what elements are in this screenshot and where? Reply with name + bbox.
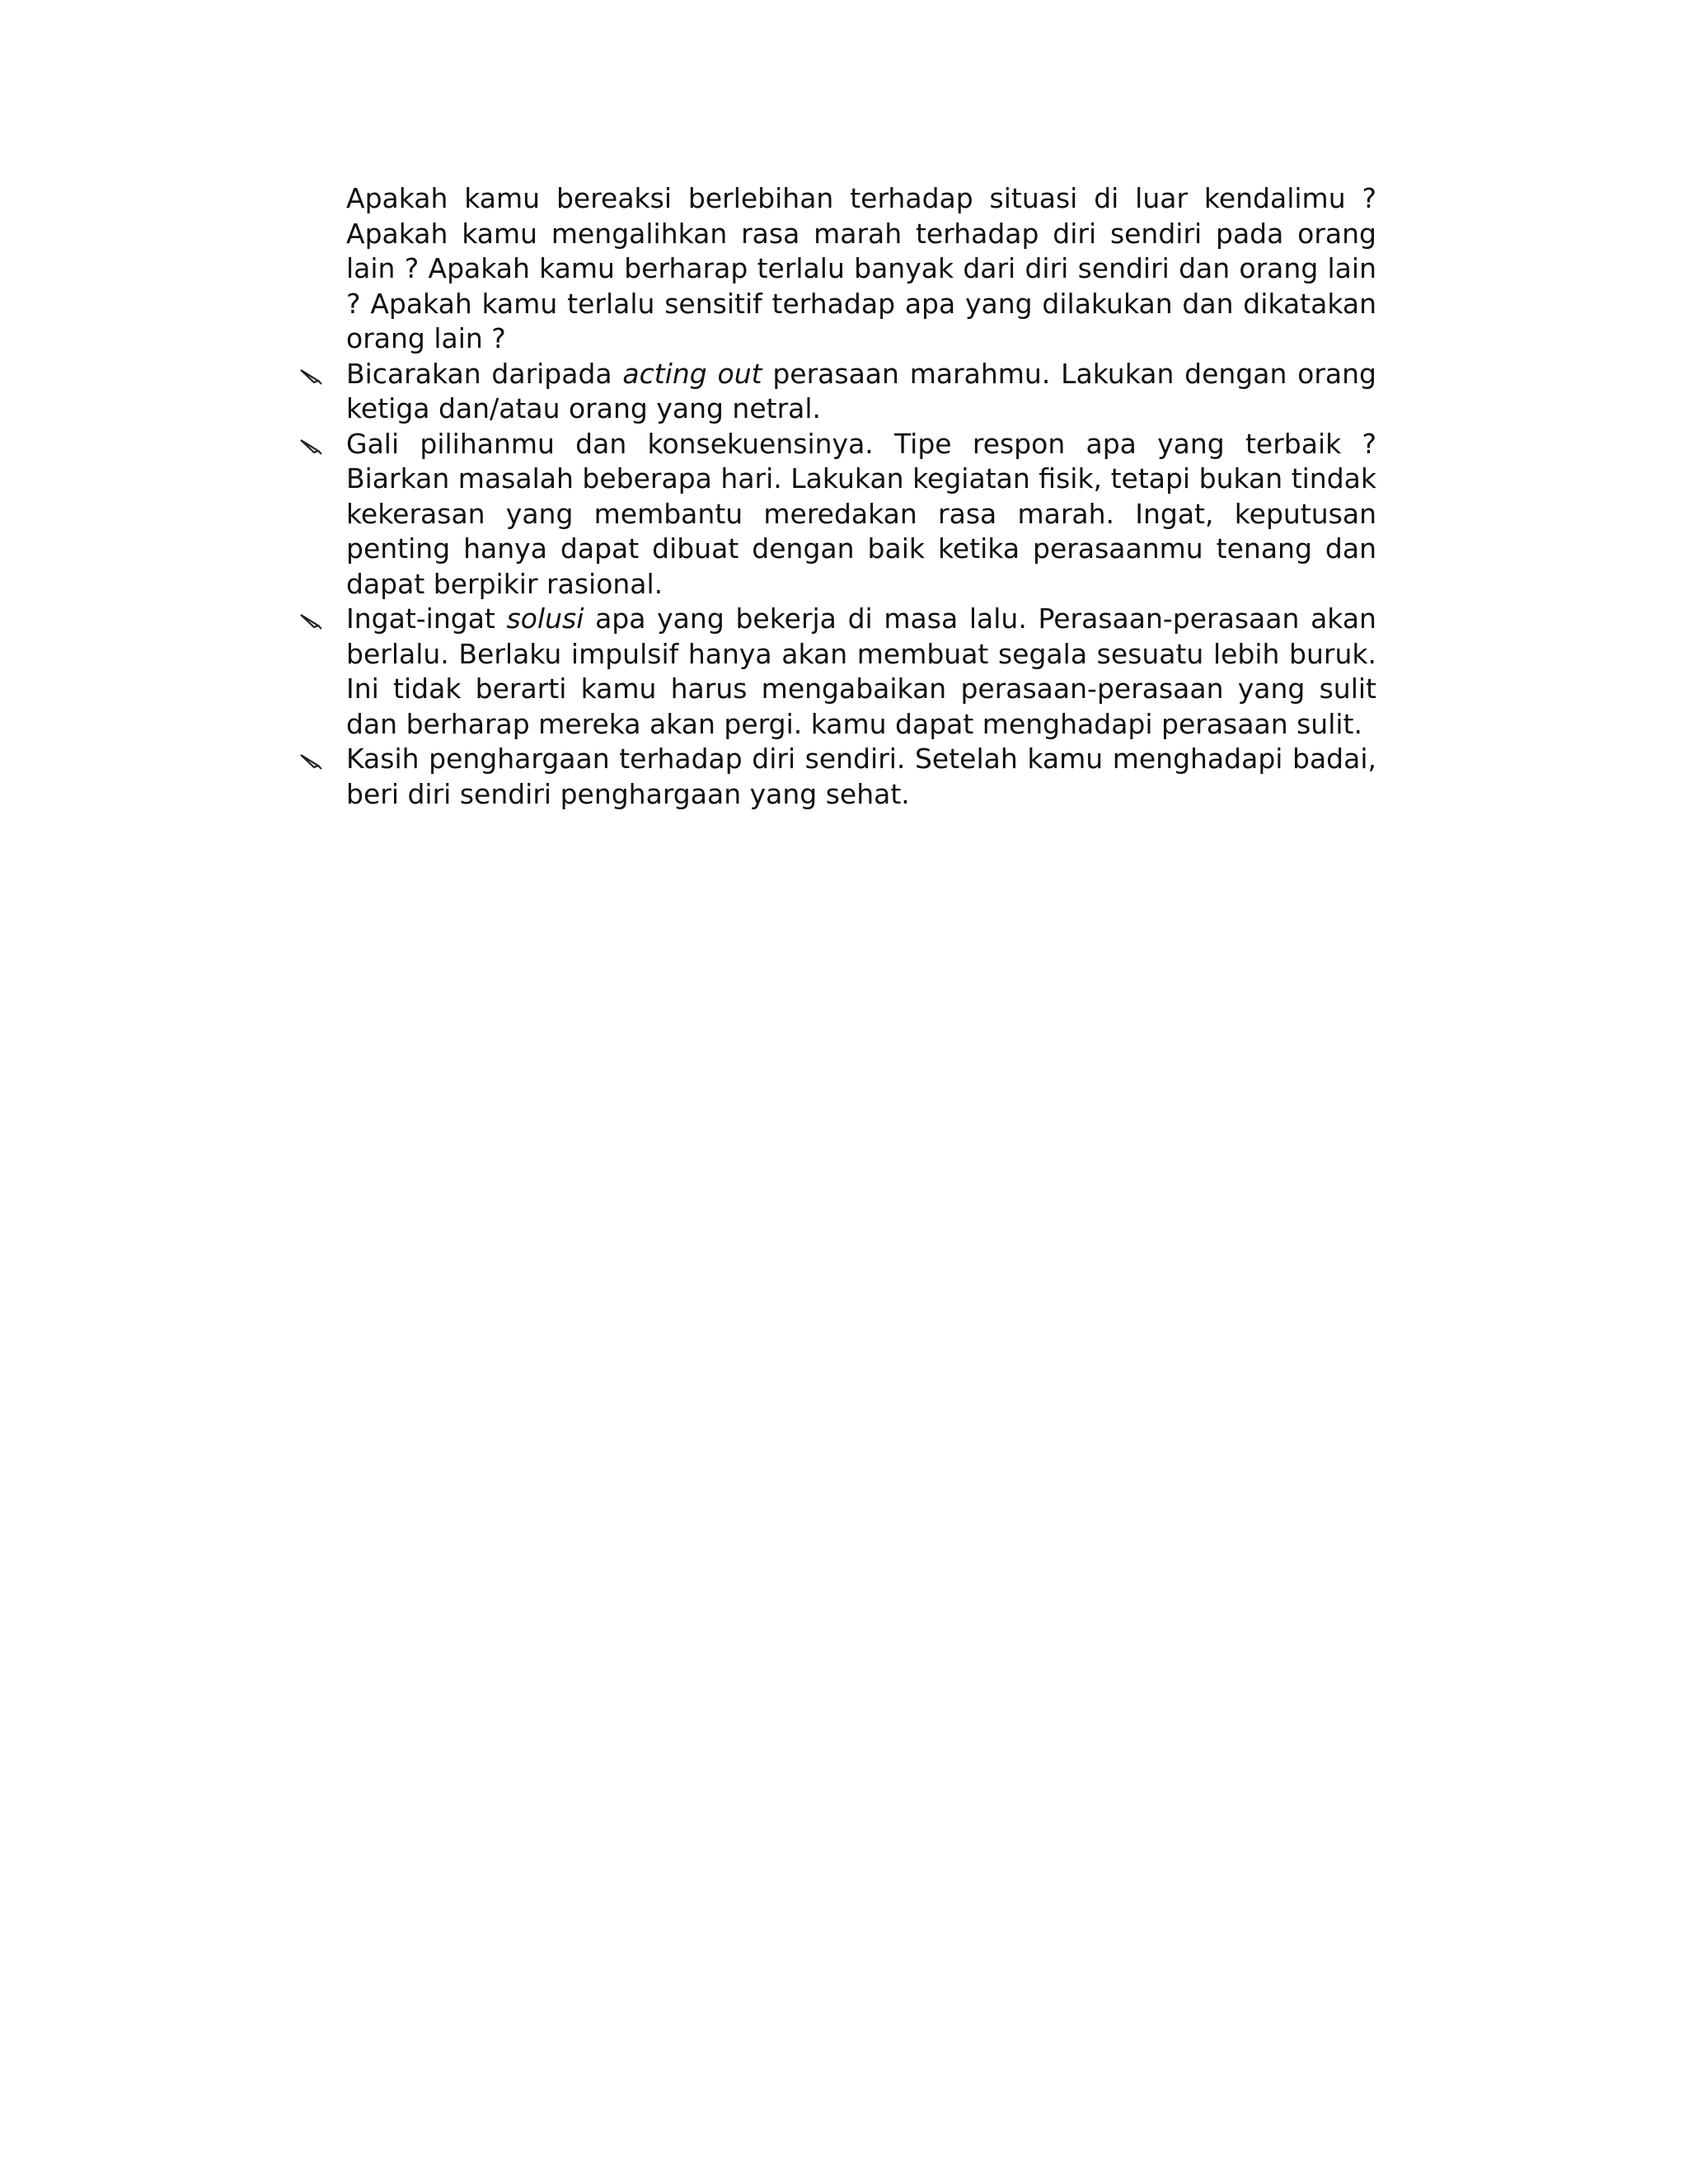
pen-bullet-icon xyxy=(298,432,323,457)
list-item-text-start: Ingat-ingat xyxy=(346,602,507,635)
pen-bullet-icon xyxy=(298,747,323,771)
document-body xyxy=(346,181,1376,812)
list-item-text-end: perasaan marahmu. Lakukan dengan orang ketiga dan/atau orang yang netral. xyxy=(346,357,1377,424)
list-item xyxy=(346,427,1376,602)
list-item xyxy=(346,602,1376,742)
list-item-text xyxy=(346,427,1376,602)
list-item xyxy=(346,742,1376,812)
list-item-text-start: Bicarakan daripada xyxy=(346,357,623,390)
list-item-italic-text: solusi xyxy=(506,602,584,635)
list-item-text xyxy=(346,357,1376,427)
list-item-text xyxy=(346,742,1376,812)
list-item-text-start: Gali pilihanmu dan konsekuensinya. Tipe respon apa yang terbaik ? Biarkan masalah beberapa hari. Lakukan kegiatan fisik, tetapi bukan tindak kekerasan yang membantu meredakan rasa marah. Ingat, keputusan penting hanya dapat dibuat dengan baik ketika perasaanmu tenang dan dapat berpikir rasional. xyxy=(346,427,1376,600)
list-item-text-end: apa yang bekerja di masa lalu. Perasaan-perasaan akan berlalu. Berlaku impulsif hanya akan membuat segala sesuatu lebih buruk. Ini tidak berarti kamu harus mengabaikan perasaan-perasaan yang sulit dan berharap mereka akan pergi. kamu dapat menghadapi perasaan sulit. xyxy=(346,602,1376,740)
list-item xyxy=(346,357,1376,427)
pen-bullet-icon xyxy=(298,607,323,631)
list-item-text xyxy=(346,602,1376,742)
list-item-text-start: Kasih penghargaan terhadap diri sendiri. Setelah kamu menghadapi badai, beri diri sendiri penghargaan yang sehat. xyxy=(346,743,1376,810)
pen-bullet-icon xyxy=(298,362,323,387)
intro-paragraph: Apakah kamu bereaksi berlebihan terhadap situasi di luar kendalimu ? Apakah kamu mengalihkan rasa marah terhadap diri sendiri pada orang lain ? Apakah kamu berharap terlalu banyak dari diri sendiri dan orang lain ? Apakah kamu terlalu sensitif terhadap apa yang dilakukan dan dikatakan orang lain ? xyxy=(346,182,1376,354)
list-item-italic-text: acting out xyxy=(622,357,762,390)
